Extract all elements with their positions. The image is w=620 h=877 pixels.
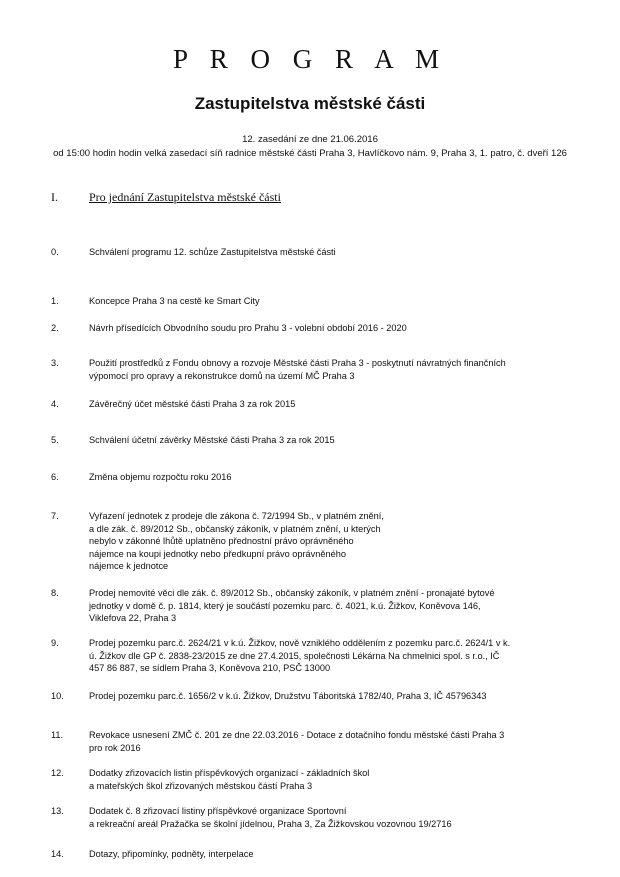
agenda-item-number: 11. bbox=[51, 730, 64, 740]
agenda-item-number: 2. bbox=[51, 323, 59, 333]
agenda-item-line: Závěrečný účet městské části Praha 3 za rok 2015 bbox=[89, 399, 296, 409]
agenda-item-line: Dotazy, připomínky, podněty, interpelace bbox=[89, 849, 254, 859]
document-title: P R O G R A M bbox=[172, 44, 448, 74]
agenda-item-line: Schválení programu 12. schůze Zastupitelstva městské části bbox=[89, 247, 336, 257]
agenda-item-line: pro rok 2016 bbox=[89, 742, 141, 753]
agenda-item-number: 4. bbox=[51, 399, 59, 409]
document-subtitle: Zastupitelstva městské části bbox=[194, 94, 426, 113]
agenda-item-number: 6. bbox=[51, 472, 59, 482]
agenda-item-line: Návrh přísedících Obvodního soudu pro Prahu 3 - volební období 2016 - 2020 bbox=[89, 323, 407, 333]
agenda-item-text bbox=[89, 637, 569, 675]
agenda-item-number: 13. bbox=[51, 806, 64, 816]
agenda-item-line: a mateřských škol zřizovaných městskou částí Praha 3 bbox=[89, 780, 313, 791]
agenda-item-text bbox=[89, 357, 569, 382]
agenda-item-number: 3. bbox=[51, 358, 59, 368]
agenda-item-line: výpomocí pro opravy a rekonstrukce domů na území MČ Praha 3 bbox=[89, 370, 355, 381]
agenda-item-number: 7. bbox=[51, 511, 59, 521]
agenda-item-number: 8. bbox=[51, 588, 59, 598]
agenda-item-text bbox=[89, 295, 569, 308]
agenda-item-text bbox=[89, 510, 569, 573]
agenda-item-number: 1. bbox=[51, 296, 59, 306]
session-info bbox=[0, 133, 620, 161]
section-number: I. bbox=[51, 190, 58, 204]
agenda-item-line: Prodej pozemku parc.č. 2624/21 v k.ú. Žižkov, nově vzniklého oddělením z pozemku parc.č. 2624/1 v k. bbox=[89, 638, 511, 648]
agenda-item-text bbox=[89, 246, 569, 259]
agenda-item-text bbox=[89, 690, 569, 703]
agenda-item-line: Změna objemu rozpočtu roku 2016 bbox=[89, 472, 232, 482]
agenda-item-line: Prodej nemovité věci dle zák. č. 89/2012 Sb., občanský zákoník, v platném znění - pronajaté bytové bbox=[89, 588, 495, 598]
agenda-item-line: Koncepce Praha 3 na cestě ke Smart City bbox=[89, 296, 260, 306]
agenda-item-line: Schválení účetní závěrky Městské části Praha 3 za rok 2015 bbox=[89, 435, 335, 445]
agenda-item-number: 12. bbox=[51, 768, 64, 778]
agenda-item-line: nájemce k jednotce bbox=[89, 561, 169, 571]
agenda-item-number: 14. bbox=[51, 849, 64, 859]
agenda-item-number: 10. bbox=[51, 691, 64, 701]
agenda-item-text bbox=[89, 587, 569, 625]
agenda-item-number: 0. bbox=[51, 247, 59, 257]
agenda-item-line: Viklefova 22, Praha 3 bbox=[89, 613, 177, 623]
agenda-item-line: nájemce na koupi jednotky nebo předkupní právo oprávněného bbox=[89, 548, 346, 559]
agenda-item-line: Revokace usnesení ZMČ č. 201 ze dne 22.03.2016 - Dotace z dotačního fondu městské části Praha 3 bbox=[89, 730, 505, 740]
agenda-item-line: ú. Žižkov dle GP č. 2838-23/2015 ze dne 27.4.2015, společnosti Lékárna Na chmelnici spol. s r.o., IČ bbox=[89, 650, 500, 661]
agenda-item-text bbox=[89, 398, 569, 411]
agenda-item-number: 5. bbox=[51, 435, 59, 445]
agenda-item-text bbox=[89, 729, 569, 754]
section-heading bbox=[51, 190, 281, 205]
agenda-item-line: Použití prostředků z Fondu obnovy a rozvoje Městské části Praha 3 - poskytnutí návratných finančních bbox=[89, 358, 506, 368]
agenda-item-text bbox=[89, 767, 569, 792]
agenda-item-line: jednotky v domě č. p. 1814, který je součástí pozemku parc. č. 4021, k.ú. Žižkov, Koněvova 146, bbox=[89, 600, 481, 611]
agenda-item-line: Vyřazení jednotek z prodeje dle zákona č. 72/1994 Sb., v platném znění, bbox=[89, 511, 384, 521]
agenda-item-text bbox=[89, 805, 569, 830]
agenda-item-text bbox=[89, 471, 569, 484]
agenda-item-text bbox=[89, 322, 569, 335]
session-date: 12. zasedání ze dne 21.06.2016 bbox=[242, 134, 378, 145]
agenda-item-line: a rekreační areál Pražačka se školní jídelnou, Praha 3, Za Žižkovskou vozovnou 19/2716 bbox=[89, 818, 452, 829]
agenda-item-line: 457 86 887, se sídlem Praha 3, Koněvova 210, PSČ 13000 bbox=[89, 663, 331, 673]
agenda-item-text bbox=[89, 434, 569, 447]
agenda-item-text bbox=[89, 848, 569, 861]
agenda-item-line: Prodej pozemku parc.č. 1656/2 v k.ú. Žižkov, Družstvu Táboritská 1782/40, Praha 3, IČ 45796343 bbox=[89, 691, 487, 701]
agenda-item-line: a dle zák. č. 89/2012 Sb., občanský zákoník, v platném znění, u kterých bbox=[89, 523, 381, 534]
agenda-item-number: 9. bbox=[51, 638, 59, 648]
agenda-item-line: Dodatky zřizovacích listin příspěvkových organizací - základních škol bbox=[89, 768, 370, 778]
session-location: od 15:00 hodin hodin velká zasedací síň radnice městské části Praha 3, Havlíčkovo nám. 9, Praha 3, 1. patro, č. dveří 126 bbox=[53, 148, 567, 159]
agenda-item-line: nebylo v zákonné lhůtě uplatněno přednostní právo oprávněného bbox=[89, 536, 354, 546]
agenda-item-line: Dodatek č. 8 zřizovací listiny příspěvkové organizace Sportovní bbox=[89, 806, 347, 816]
section-title: Pro jednání Zastupitelstva městské části bbox=[89, 190, 281, 204]
